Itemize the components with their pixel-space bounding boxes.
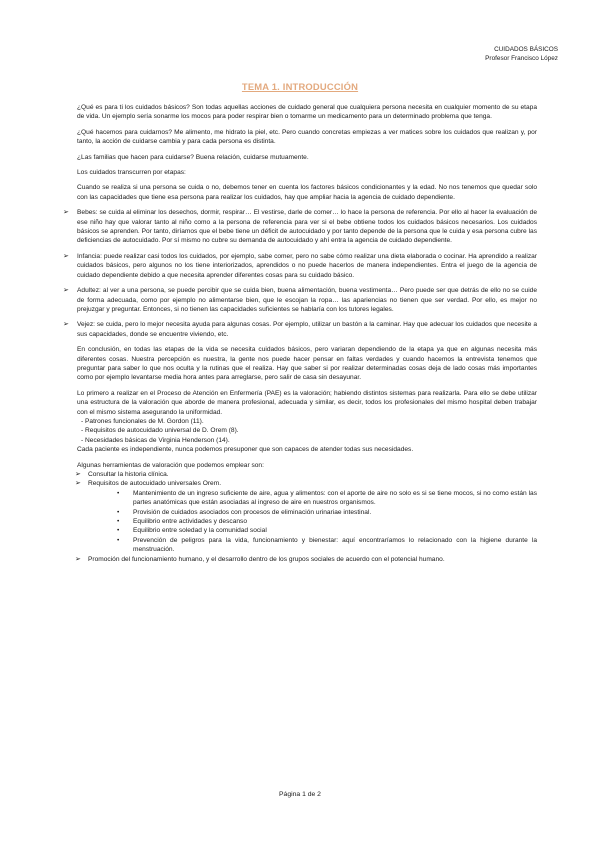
tool-item [77, 479, 537, 488]
course-name: CUIDADOS BÁSICOS [494, 46, 558, 53]
page-title: TEMA 1. INTRODUCCIÓN [241, 81, 359, 92]
document-body [63, 103, 537, 564]
intro-paragraph: ¿Las familias que hacen para cuidarse? Buena relación, cuidarse mutuamente. [77, 153, 309, 161]
list-item: - Requisitos de autocuidado universal de D. Orem (8). [81, 427, 239, 435]
arrow-bullet-icon: ➢ [63, 252, 69, 260]
list-item: - Necesidades básicas de Virginia Henderson (14). [81, 436, 230, 444]
stage-item-infancia [63, 252, 537, 280]
list-item: • Equilibrio entre soledad y la comunidad social [117, 527, 267, 535]
professor-name: Profesor Francisco López [485, 54, 558, 62]
tool-text: Consultar la historia clínica. [88, 471, 169, 478]
arrow-bullet-icon: ➢ [75, 480, 81, 488]
stage-text: Bebes: se cuida al eliminar los desechos, dormir, respirar… El vestirse, darle de comer… lo hace la persona de referencia. Por ello al hacer la evaluación de ese niño hay que valorar tanto al niño como a la persona de referencia para ver si el bebe obtiene todos los cuidados básicos necesarios. Los cuidados básicos se aprenden. Por tanto, diríamos que el bebe tiene un déficit de autocuidado y por tanto depende de la persona que le cuida y esa persona cubre las deficiencias de autocuidado. Por sí mismo no cubre su demanda de autocuidado y ahí entra la agencia de cuidado dependiente. [77, 209, 537, 245]
systems-note: Cada paciente es independiente, nunca podemos presuponer que son capaces de atender todas sus necesidades. [77, 446, 414, 454]
arrow-bullet-icon: ➢ [75, 555, 81, 563]
bullet-icon: • [117, 518, 120, 526]
list-item: - Patrones funcionales de M. Gordon (11). [81, 417, 204, 425]
list-item: • Mantenimiento de un ingreso suficiente de aire, agua y alimentos: con el aporte de aire no solo es si se tiene mocos, si no como están las partes anatómicas que están asociadas al ingreso de aire en nuestros organismos. [117, 489, 537, 507]
arrow-bullet-icon: ➢ [63, 321, 69, 329]
arrow-bullet-icon: ➢ [63, 209, 69, 217]
tools-intro: Algunas herramientas de valoración que podemos emplear son: [77, 461, 264, 469]
intro-paragraph: ¿Qué hacemos para cuidarnos? Me alimento, me hidrato la piel, etc. Pero cuando concretas empiezas a ver matices sobre los cuidados que realizan y, por tanto, la acción de cuidarse cambia y para cada persona es distinta. [77, 128, 537, 146]
bullet-icon: • [117, 536, 120, 544]
intro-paragraph: Cuando se realiza si una persona se cuida o no, debemos tener en cuenta los factores básicos condicionantes y la edad. No nos tenemos que quedar solo con las capacidades que tiene esa persona para realizar los cuidados, hay que ampliar hacia la agencia de cuidado dependiente. [77, 184, 537, 201]
stage-item-vejez [63, 320, 537, 339]
tool-text: Requisitos de autocuidado universales Orem. [88, 480, 222, 488]
bullet-icon: • [117, 508, 120, 516]
tools-list [77, 470, 537, 564]
conclusion-paragraph: En conclusión, en todas las etapas de la vida se necesita cuidados básicos, pero variaran dependiendo de la etapa ya que en algunas necesita más diferentes cosas. Nuestra percepción es nuestra, la gente nos puede hacer pensar en faltas verdades y cuando hacemos la entrevista tenemos que preguntar para saber lo que nos oculta y la rutinas que el realiza. Hay que saber si por realizar determinadas cosas deja de lado cosas más importantes como por ejemplo levantarse media hora antes para arreglarse, pero salir de casa sin desayunar. [77, 346, 537, 382]
stage-text: Infancia: puede realizar casi todos los cuidados, por ejemplo, sabe comer, pero no sabe cómo realizar una dieta elaborada o cocinar. Ha aprendido a realizar cuidados básicos, pero algunos no los tiene interiorizados, aprendidos o no puede hacerlos de manera independientes. Entra el juego de la agencia de cuidado dependiente debido a que necesita aprender diferentes cosas para su cuidado básico. [77, 252, 537, 279]
document-header [485, 46, 558, 63]
assessment-systems-list [77, 417, 537, 445]
intro-paragraph: Los cuidados transcurren por etapas: [77, 169, 186, 177]
arrow-bullet-icon: ➢ [63, 287, 69, 295]
tool-item [77, 555, 537, 564]
bullet-icon: • [117, 527, 120, 535]
intro-paragraph: ¿Qué es para ti los cuidados básicos? Son todas aquellas acciones de cuidado general que cualquiera persona necesita en cualquier momento de su etapa de vida. Un ejemplo sería sonarme los mocos para poder respirar bien o tomarme un medicamento para un determinado problema que tenga. [77, 104, 537, 121]
stage-item-bebes [63, 208, 537, 246]
stage-text: Adultez: al ver a una persona, se puede percibir que se cuida bien, buena alimentación, buena vestimenta… Pero puede ser que detrás de ello no se cuide de forma adecuada, como por ejemplo no alimentarse bien, que le escojan la ropa… las apariencias no tienen que ser verdad. Por ello, es mejor no prejuzgar y preguntar. Entonces, si no tienen las capacidades suficientes se hablaría con los tutores legales. [77, 287, 537, 313]
stage-text: Vejez: se cuida, pero lo mejor necesita ayuda para algunas cosas. Por ejemplo, utilizar un bastón a la caminar. Hay que adecuar los cuidados que necesite a sus capacidades, donde se encuentre viviendo, etc. [77, 321, 537, 338]
orem-requirements-list [77, 489, 537, 555]
arrow-bullet-icon: ➢ [75, 471, 81, 478]
list-item: • Equilibrio entre actividades y descanso [117, 518, 247, 526]
list-item: • Prevención de peligros para la vida, funcionamiento y bienestar: aquí encontraríamos lo relacionado con la higiene durante la menstruación. [117, 536, 537, 554]
bullet-icon: • [117, 489, 120, 497]
list-item: • Provisión de cuidados asociados con procesos de eliminación urinariae intestinal. [117, 508, 372, 516]
page-number: Página 1 de 2 [279, 791, 321, 798]
assessment-paragraph: Lo primero a realizar en el Proceso de Atención en Enfermería (PAE) es la valoración; habiendo distintos sistemas para realizarla. Para ello se debe utilizar una estructura de la valoración que aborde de manera profesional, adecuada y similar, es decir, todos los profesionales del mismo hospital deben trabajar con el mismo sistema asegurando la uniformidad. [77, 389, 537, 416]
tool-item [77, 470, 537, 479]
tool-text: Promoción del funcionamiento humano, y el desarrollo dentro de los grupos sociales de acuerdo con el potencial humano. [88, 555, 445, 563]
stage-item-adultez [63, 286, 537, 314]
